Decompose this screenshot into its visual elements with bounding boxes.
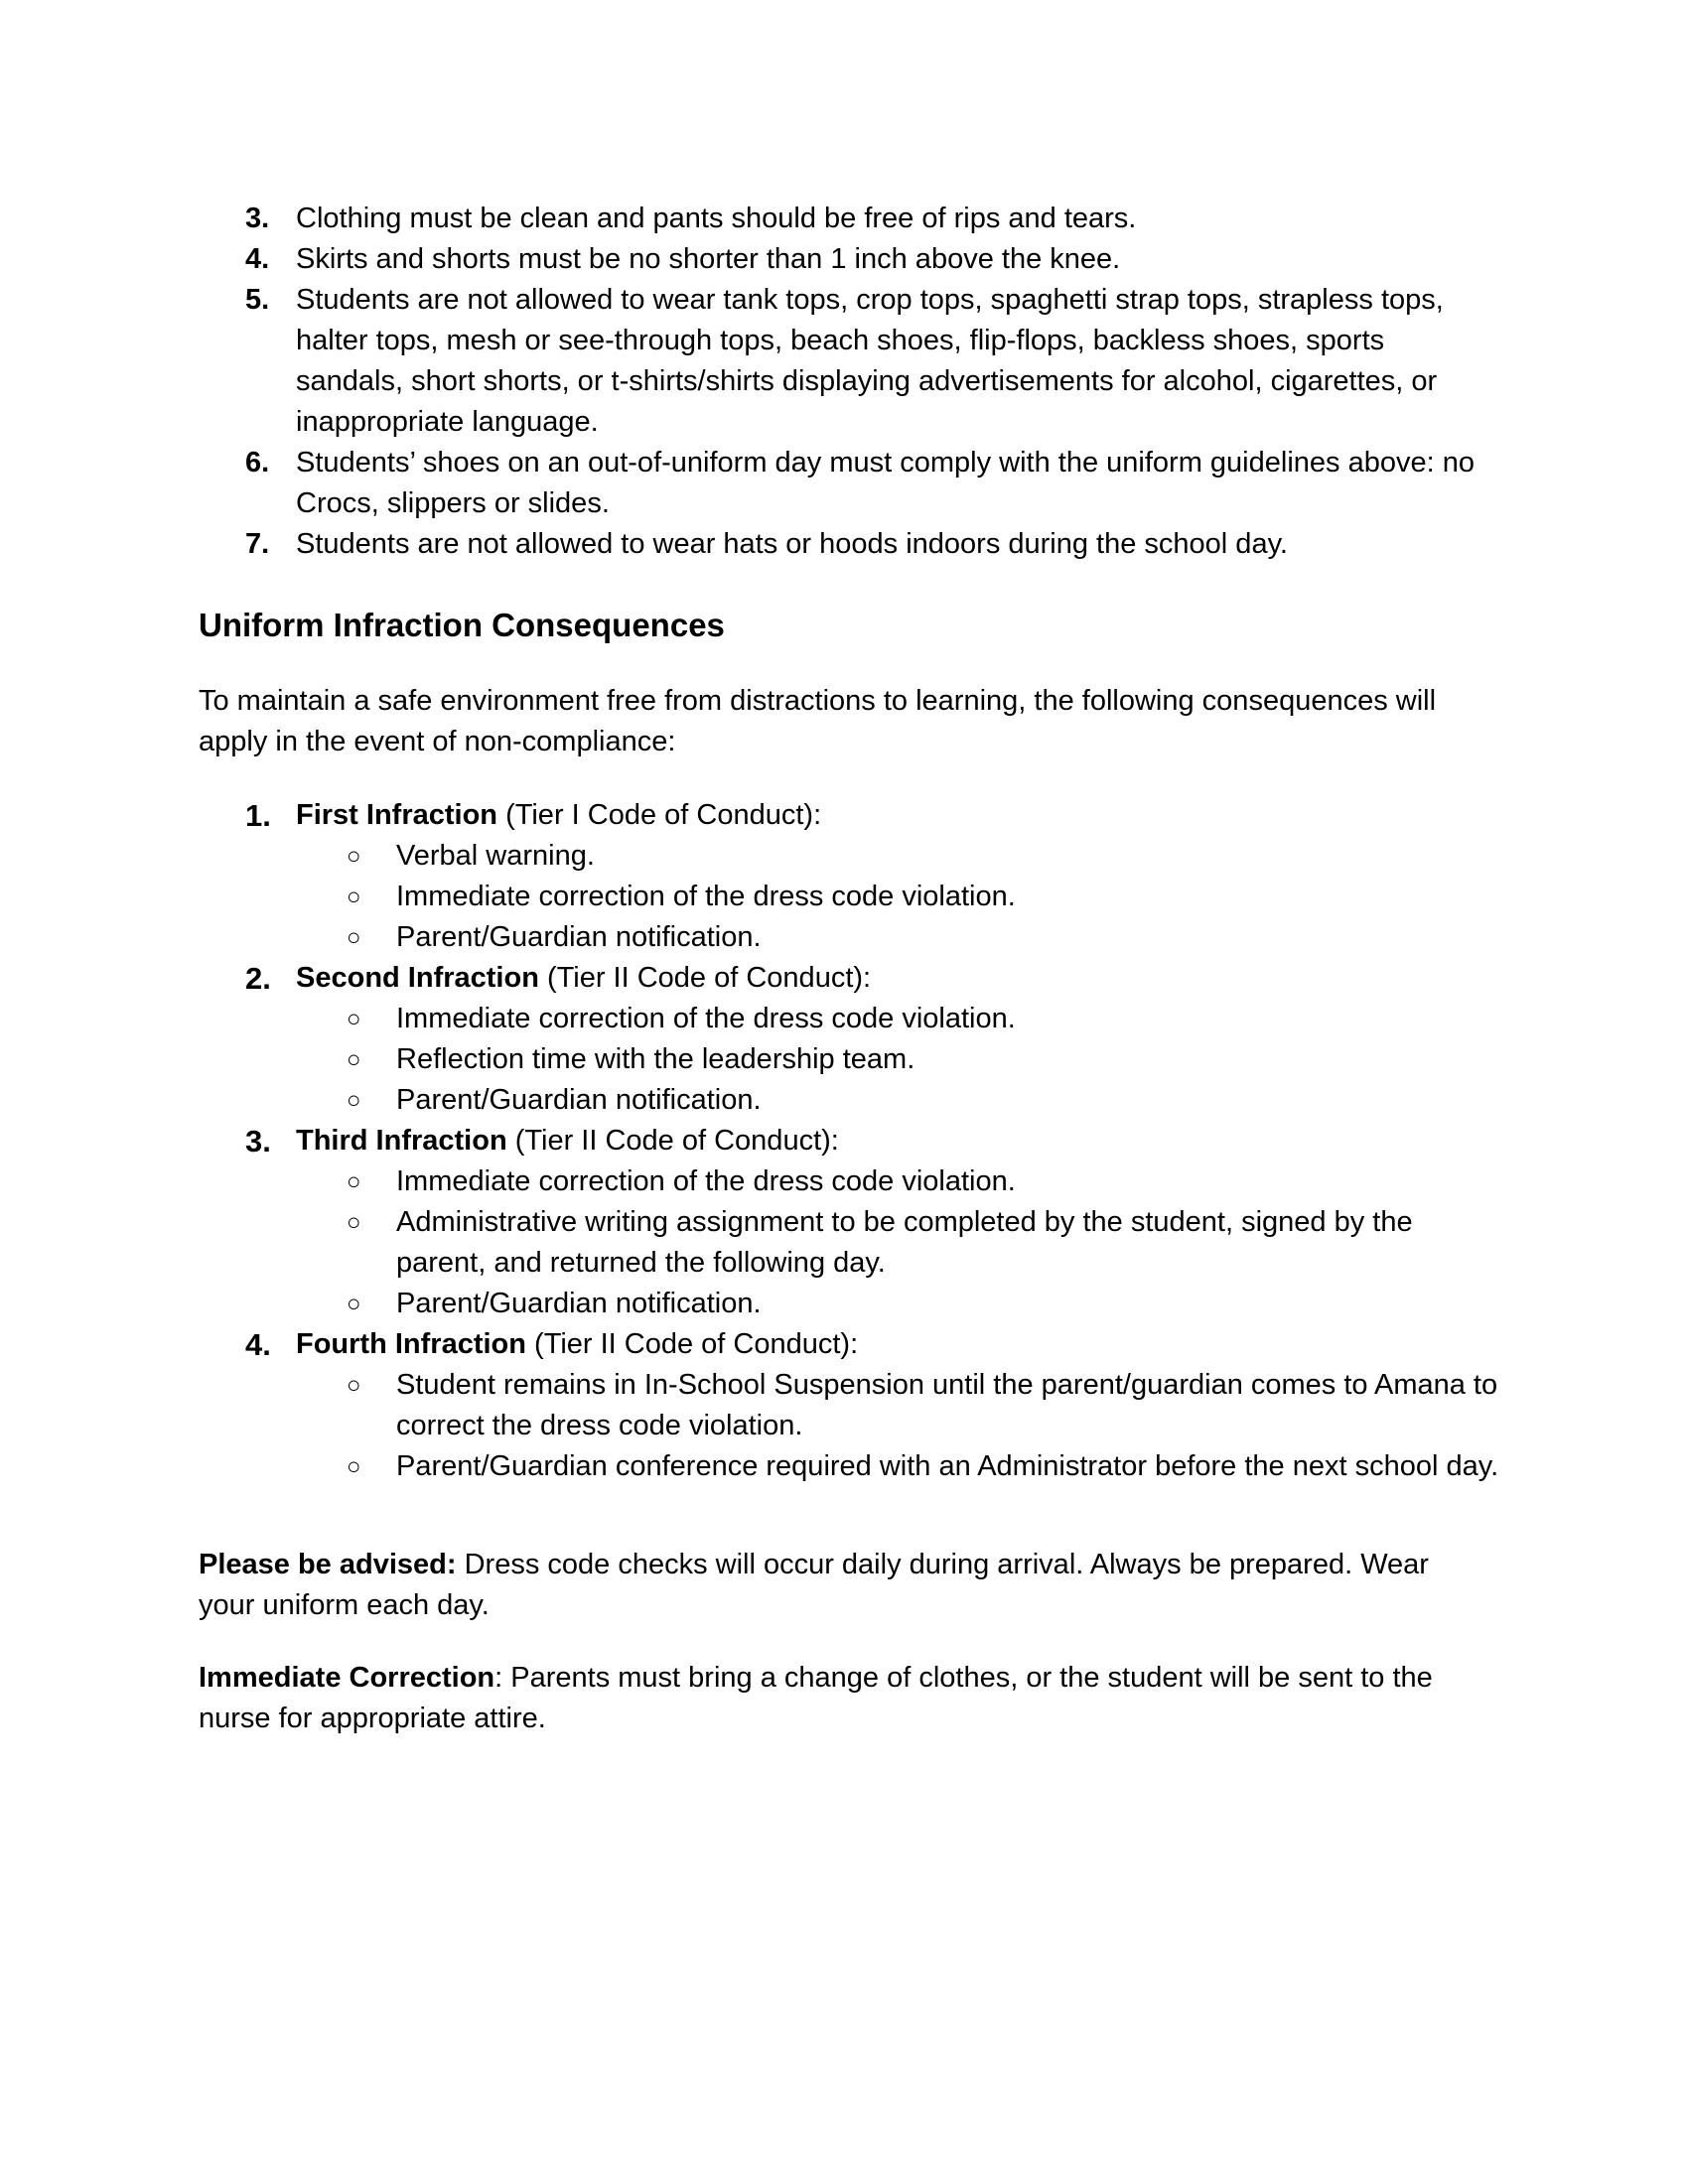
hollow-circle-bullet-icon: ○ (347, 1291, 361, 1317)
action-item (296, 1446, 1509, 1487)
hollow-circle-bullet-icon: ○ (347, 1209, 361, 1236)
infraction-heading (296, 962, 871, 994)
action-item (296, 1039, 1509, 1080)
infraction-number: 4. (245, 1327, 271, 1362)
rule-number: 3. (245, 203, 270, 234)
uniform-rules-list (199, 199, 1489, 565)
infraction-title: Third Infraction (296, 1125, 507, 1157)
note-text: : Parents must bring a change of clothes, or the student will be sent to the nurse for appropriate attire. (199, 1662, 1433, 1734)
rule-text: Skirts and shorts must be no shorter than 1 inch above the knee. (296, 243, 1121, 275)
section-heading: Uniform Infraction Consequences (199, 607, 725, 643)
action-item (296, 1284, 1509, 1324)
note-text: Dress code checks will occur daily during arrival. Always be prepared. Wear your uniform each day. (199, 1549, 1429, 1621)
action-item (296, 877, 1509, 917)
action-text: Immediate correction of the dress code violation. (396, 1165, 1016, 1197)
action-item (296, 1365, 1509, 1446)
infraction-title: Fourth Infraction (296, 1328, 526, 1360)
infraction-title: Second Infraction (296, 962, 539, 994)
action-item (296, 999, 1509, 1039)
action-text: Student remains in In-School Suspension until the parent/guardian comes to Amana to correct the dress code violation. (396, 1369, 1498, 1441)
hollow-circle-bullet-icon: ○ (347, 1372, 361, 1399)
action-text: Immediate correction of the dress code violation. (396, 1003, 1016, 1034)
infraction-item-fourth (199, 1324, 1509, 1487)
action-list (296, 1161, 1509, 1324)
rule-item (199, 524, 1489, 565)
rule-number: 6. (245, 447, 270, 478)
action-text: Parent/Guardian notification. (396, 1084, 762, 1116)
hollow-circle-bullet-icon: ○ (347, 1046, 361, 1073)
infraction-list (199, 795, 1509, 1487)
note-label: Please be advised: (199, 1549, 457, 1580)
note-label: Immediate Correction (199, 1662, 495, 1694)
rule-item (199, 199, 1489, 239)
hollow-circle-bullet-icon: ○ (347, 1006, 361, 1032)
rule-text: Students are not allowed to wear tank tops, crop tops, spaghetti strap tops, strapless tops, halter tops, mesh or see-through tops, beach shoes, flip-flops, backless shoes, sports sandals, short shorts, or t-shirts/shirts displaying advertisements for alcohol, cigarettes, or inappropriate language. (296, 284, 1444, 438)
action-item (296, 917, 1509, 958)
hollow-circle-bullet-icon: ○ (347, 1087, 361, 1114)
action-item (296, 836, 1509, 877)
rule-number: 4. (245, 243, 270, 275)
rule-number: 7. (245, 528, 270, 560)
action-text: Immediate correction of the dress code violation. (396, 881, 1016, 912)
infraction-number: 3. (245, 1124, 271, 1159)
infraction-item-first (199, 795, 1509, 958)
action-list (296, 836, 1509, 958)
action-text: Parent/Guardian notification. (396, 921, 762, 953)
action-text: Reflection time with the leadership team. (396, 1043, 915, 1075)
hollow-circle-bullet-icon: ○ (347, 843, 361, 870)
infraction-tier: (Tier I Code of Conduct): (497, 799, 822, 831)
rule-item (199, 239, 1489, 280)
infraction-heading (296, 1125, 839, 1157)
infraction-tier: (Tier II Code of Conduct): (538, 962, 872, 994)
hollow-circle-bullet-icon: ○ (347, 884, 361, 910)
infraction-tier: (Tier II Code of Conduct): (506, 1125, 839, 1157)
infraction-heading (296, 799, 821, 831)
action-list (296, 1365, 1509, 1487)
rule-item (199, 280, 1489, 443)
action-text: Parent/Guardian conference required with an Administrator before the next school day. (396, 1450, 1499, 1482)
action-item (296, 1161, 1509, 1202)
rule-text: Students’ shoes on an out-of-uniform day must comply with the uniform guidelines above: no Crocs, slippers or slides. (296, 447, 1475, 519)
infraction-number: 2. (245, 961, 271, 996)
infraction-item-second (199, 958, 1509, 1121)
action-list (296, 999, 1509, 1121)
intro-paragraph: To maintain a safe environment free from distractions to learning, the following consequences will apply in the event of non-compliance: (199, 685, 1437, 757)
correction-note (199, 1658, 1489, 1739)
infraction-tier: (Tier II Code of Conduct): (525, 1328, 859, 1360)
infraction-title: First Infraction (296, 799, 498, 831)
action-text: Verbal warning. (396, 840, 595, 872)
action-text: Parent/Guardian notification. (396, 1288, 762, 1319)
rule-item (199, 443, 1489, 524)
rule-text: Clothing must be clean and pants should be free of rips and tears. (296, 203, 1137, 234)
hollow-circle-bullet-icon: ○ (347, 1168, 361, 1195)
action-item (296, 1202, 1509, 1284)
hollow-circle-bullet-icon: ○ (347, 924, 361, 951)
action-item (296, 1080, 1509, 1121)
rule-number: 5. (245, 284, 270, 316)
infraction-heading (296, 1328, 858, 1360)
rule-text: Students are not allowed to wear hats or hoods indoors during the school day. (296, 528, 1288, 560)
infraction-number: 1. (245, 798, 271, 833)
advisory-note (199, 1545, 1489, 1626)
action-text: Administrative writing assignment to be completed by the student, signed by the parent, and returned the following day. (396, 1206, 1413, 1279)
hollow-circle-bullet-icon: ○ (347, 1453, 361, 1480)
infraction-item-third (199, 1121, 1509, 1324)
